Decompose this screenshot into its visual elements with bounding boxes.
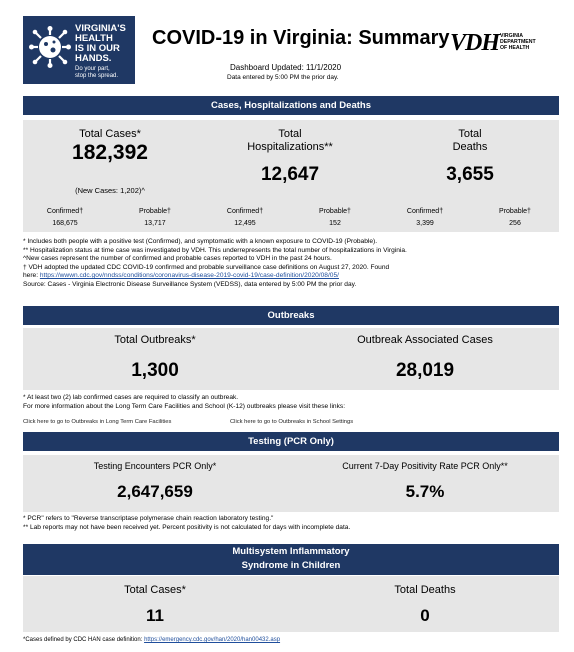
total-cases-value: 182,392 (72, 141, 148, 164)
misc-deaths-label: Total Deaths (394, 584, 456, 596)
case-definition-link[interactable]: https://wwwn.cdc.gov/nndss/conditions/coronavirus-disease-2019-covid-19/case-definition/2020/08/05/ (39, 272, 339, 280)
testing-encounters-value: 2,647,659 (117, 482, 193, 501)
vdh-logo: VDH VIRGINIA DEPARTMENT OF HEALTH (450, 30, 536, 56)
hospitalizations-label: Total Hospitalizations** (247, 128, 333, 153)
breakdown-value: 152 (329, 220, 341, 227)
dashboard-updated: Dashboard Updated: 11/1/2020 (230, 63, 342, 72)
breakdown-label: Confirmed† (226, 208, 264, 215)
breakdown-value: 12,495 (234, 220, 256, 227)
cases-notes: * Includes both people with a positive test (Confirmed), and symptomatic with a known exposure to COVID-19 (Probable). ** Hospitalization status at time case was investigated by VDH. This underrepresents the total number of hospitalizations in Virginia. ^New cases represent the number of confirmed and probable cases reported to VDH in the past 24 hours. † VDH adopted the updated CDC COVID-19 confirmed and probable surveillance case definitions on August 27, 2020. Found here: https://wwwn.cdc.gov/nndss/conditions/coronavirus-disease-2019-covid-19/case-definition/2020/08/05/ Source: Cases - Virginia Electronic Disease Surveillance System (VEDSS), data entered by 5:00 PM the prior day. (23, 238, 407, 288)
testing-notes: * PCR" refers to "Reverse transcriptase polymerase chain reaction laboratory testing." ** Lab reports may not have been received yet. Percent positivity is not calculated for days with incomplete data. (23, 515, 351, 531)
outbreak-notes: * At least two (2) lab confirmed cases are required to classify an outbreak. For more information about the Long Term Care Facilities and School (K-12) outbreaks please visit these links: (23, 394, 346, 410)
deaths-value: 3,655 (446, 164, 494, 185)
positivity-rate-label: Current 7-Day Positivity Rate PCR Only** (342, 461, 508, 471)
data-entered-note: Data entered by 5:00 PM the prior day. (227, 74, 339, 81)
breakdown-label: Confirmed† (406, 208, 444, 215)
logo-subtext: Do your part, stop the spread. (75, 66, 119, 79)
breakdown-label: Probable† (499, 208, 531, 215)
cases-section-header: Cases, Hospitalizations and Deaths (23, 96, 559, 115)
han-link[interactable]: https://emergency.cdc.gov/han/2020/han00432.asp (144, 637, 281, 643)
breakdown-value: 3,399 (416, 220, 434, 227)
school-outbreaks-link[interactable]: Click here to go to Outbreaks in School Settings (230, 419, 354, 425)
total-cases-label: Total Cases* (79, 128, 141, 140)
testing-section-header: Testing (PCR Only) (23, 432, 559, 451)
misc-deaths-value: 0 (420, 606, 430, 625)
hospitalizations-value: 12,647 (260, 164, 320, 185)
new-cases: (New Cases: 1,202)^ (75, 186, 145, 195)
virus-icon (29, 26, 71, 68)
positivity-rate-value: 5.7% (405, 482, 445, 501)
breakdown-value: 13,717 (144, 220, 166, 227)
breakdown-label: Confirmed† (46, 208, 84, 215)
page-title: COVID-19 in Virginia: Summary (152, 27, 450, 49)
testing-encounters-label: Testing Encounters PCR Only* (93, 461, 217, 471)
misc-cases-label: Total Cases* (124, 584, 186, 596)
deaths-label: Total Deaths (452, 128, 488, 153)
breakdown-label: Probable† (139, 208, 171, 215)
breakdown-value: 168,675 (52, 220, 78, 227)
campaign-logo (23, 16, 135, 84)
outbreaks-section-header: Outbreaks (23, 306, 559, 325)
total-outbreaks-label: Total Outbreaks* (114, 334, 196, 346)
total-outbreaks-value: 1,300 (131, 360, 179, 381)
outbreak-cases-value: 28,019 (395, 360, 455, 381)
outbreak-cases-label: Outbreak Associated Cases (357, 334, 493, 346)
ltc-outbreaks-link[interactable]: Click here to go to Outbreaks in Long Term Care Facilities (23, 419, 172, 425)
misc-section-header: Multisystem Inflammatory Syndrome in Children (23, 544, 559, 575)
logo-text: VIRGINIA'S HEALTH IS IN OUR HANDS. (75, 23, 126, 64)
breakdown-label: Probable† (319, 208, 351, 215)
breakdown-value: 256 (509, 220, 521, 227)
misc-footnote: *Cases defined by CDC HAN case definition: https://emergency.cdc.gov/han/2020/han00432.asp (23, 637, 281, 643)
misc-cases-value: 11 (146, 606, 164, 625)
